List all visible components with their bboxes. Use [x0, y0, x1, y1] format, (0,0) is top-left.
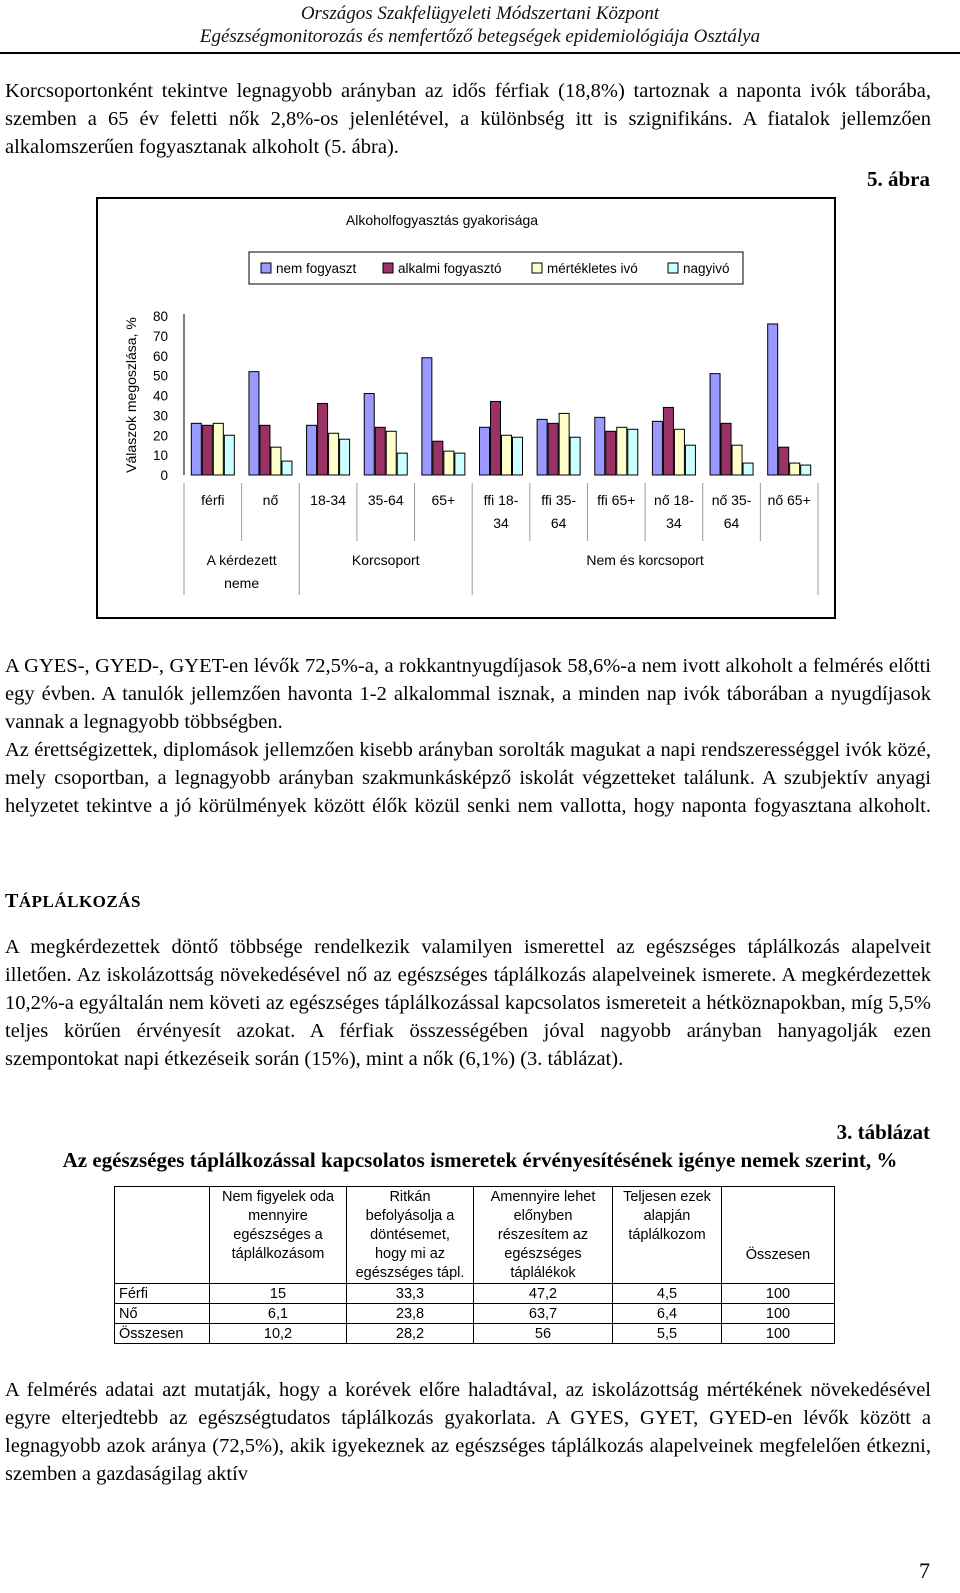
chart-svg: [98, 199, 834, 617]
header-prefer-when-possible: [474, 1187, 613, 1284]
paragraph-2: A GYES-, GYED-, GYET-en lévők 72,5%-a, a rokkantnyugdíjasok 58,6%-a nem ivott alkoholt a felmérés előtti egy évben. A tanulók jellemzően havonta 1-2 alkalommal isznak, a minden nap ivók táborában a nyugdíjasok vannak a legnagyobb többségben.: [5, 655, 931, 733]
group-label: neme: [224, 575, 260, 591]
bar: [595, 417, 605, 475]
table-cell: 28,2: [347, 1324, 474, 1344]
figure-label: 5. ábra: [867, 167, 930, 191]
table-row: [115, 1284, 835, 1304]
table-number: 3. táblázat: [836, 1120, 930, 1144]
table-cell: 10,2: [210, 1324, 347, 1344]
bar: [307, 425, 317, 475]
x-tick-label: ffi 35-: [541, 492, 577, 508]
bar: [663, 407, 673, 475]
paragraph-3: Az érettségizettek, diplomások jellemzően kisebb arányban sorolták magukat a napi rendszerességgel ivók közé, mely csoportban, a legnagyobb arányban szakmunkásképző iskolát végzetteket találunk. A szubjektív anyagi helyzetet tekintve a jó körülmények között élők közül senki nem vallotta, hogy naponta fogyasztana alkoholt.: [5, 739, 931, 817]
header-rarely-influences: [347, 1187, 474, 1284]
x-tick-label: 18-34: [310, 492, 346, 508]
x-tick-label: 64: [723, 515, 740, 531]
x-tick-label: nő 35-: [711, 492, 752, 508]
group-label: Nem és korcsoport: [586, 552, 704, 568]
y-tick-label: 80: [152, 309, 168, 324]
bar: [710, 374, 720, 475]
x-tick-label: 35-64: [367, 492, 404, 508]
bar: [513, 437, 523, 475]
bar: [271, 447, 281, 475]
header-text: táplálkozom: [628, 1227, 706, 1243]
header-text: Amennyire lehet: [490, 1189, 596, 1205]
header-text: hogy mi az: [374, 1246, 446, 1262]
bar: [790, 463, 800, 475]
table-cell: 33,3: [347, 1284, 474, 1304]
y-tick-label: 50: [152, 368, 168, 384]
header-text: alapján: [643, 1208, 691, 1224]
bar: [491, 401, 501, 475]
table-cell: 100: [722, 1324, 835, 1344]
header-text: egészséges tápl.: [355, 1265, 465, 1281]
bar: [732, 445, 742, 475]
bar: [397, 453, 407, 475]
bar: [224, 435, 234, 475]
table-row: [115, 1324, 835, 1344]
header-not-paying-attention: [210, 1187, 347, 1284]
table-cell: 5,5: [613, 1324, 722, 1344]
bar: [364, 394, 374, 475]
row-label: Összesen: [115, 1324, 210, 1344]
x-tick-label: 34: [493, 515, 509, 531]
y-axis-label: Válaszok megoszlása, %: [123, 317, 139, 473]
y-tick-label: 20: [152, 428, 168, 444]
y-tick-label: 30: [152, 408, 168, 424]
bar: [652, 421, 662, 475]
header-text: Összesen: [745, 1247, 811, 1263]
bar: [282, 461, 292, 475]
row-label: Férfi: [115, 1284, 210, 1304]
bar: [721, 423, 731, 475]
table-title: Az egészséges táplálkozással kapcsolatos ismeretek érvényesítésének igénye nemek szerint, %: [62, 1148, 898, 1172]
header-text: előnyben: [513, 1208, 573, 1224]
table-cell: 6,4: [613, 1304, 722, 1324]
bar: [455, 453, 465, 475]
header-text: részesítem az: [497, 1227, 589, 1243]
y-tick-label: 70: [152, 328, 168, 344]
page-number: 7: [919, 1558, 930, 1583]
bar: [249, 372, 259, 475]
bar: [202, 425, 212, 475]
bar: [502, 435, 512, 475]
header-line-1: Országos Szakfelügyeleti Módszertani Központ: [300, 3, 660, 24]
header-text: Teljesen ezek: [623, 1189, 711, 1205]
bar: [617, 427, 627, 475]
x-tick-label: 64: [550, 515, 567, 531]
bar: [318, 403, 328, 475]
table-cell: 56: [474, 1324, 613, 1344]
bar: [433, 441, 443, 475]
bar: [480, 427, 490, 475]
bar: [768, 324, 778, 475]
header-total: [722, 1187, 835, 1284]
bar: [743, 463, 753, 475]
bar: [537, 419, 547, 475]
header-text: táplálékok: [510, 1265, 576, 1281]
paragraph-1: Korcsoportonként tekintve legnagyobb arányban az idős férfiak (18,8%) tartoznak a naponta ivók táborába, szemben a 65 év feletti nők 2,8%-os jelenlétével, a különbség itt is szignifikáns. A fiatalok jellemzően alkalomszerűen fogyasztanak alkoholt (5. ábra).: [5, 80, 931, 158]
legend-label: nagyivó: [683, 261, 730, 276]
alcohol-frequency-chart: [96, 197, 836, 619]
section-title-rest: ÁPLÁLKOZÁS: [18, 892, 141, 911]
bar: [674, 429, 684, 475]
x-tick-label: nő 18-: [654, 492, 694, 508]
group-label: Korcsoport: [351, 552, 420, 568]
bar: [801, 465, 811, 475]
legend-label: mértékletes ivó: [547, 261, 638, 276]
nutrition-table: [114, 1186, 835, 1344]
header-rule: [0, 52, 960, 54]
bar: [191, 423, 201, 475]
paragraph-5: A felmérés adatai azt mutatják, hogy a korévek előre haladtával, az iskolázottság mértékének növekedésével egyre elterjedtebb az egészségtudatos táplálkozás gyakorlata. A GYES, GYET, GYED-en lévők között a legnagyobb azok aránya (72,5%), akik igyekeznek az egészséges táplálkozás alapelveinek megfelelően étkezni, szemben a gazdaságilag aktív: [5, 1379, 931, 1485]
table-corner-cell: [115, 1187, 210, 1284]
legend-swatch: [261, 263, 271, 273]
table-cell: 4,5: [613, 1284, 722, 1304]
bar: [213, 423, 223, 475]
bar: [422, 358, 432, 475]
header-text: befolyásolja a: [365, 1208, 455, 1224]
bar: [375, 427, 385, 475]
header-text: Nem figyelek oda: [221, 1189, 335, 1205]
table-header-row: [115, 1187, 835, 1284]
section-title-initial: T: [5, 890, 19, 912]
x-tick-label: ffi 65+: [597, 492, 636, 508]
group-label: A kérdezett: [206, 552, 277, 568]
bar: [340, 439, 350, 475]
bar: [386, 431, 396, 475]
bar: [548, 423, 558, 475]
bar: [559, 413, 569, 475]
table-cell: 100: [722, 1304, 835, 1324]
header-line-2: Egészségmonitorozás és nemfertőző betegségek epidemiológiája Osztálya: [199, 26, 761, 47]
legend-swatch: [668, 263, 678, 273]
row-label: Nő: [115, 1304, 210, 1324]
x-tick-label: nő 65+: [767, 492, 811, 508]
bar: [685, 445, 695, 475]
bar: [570, 437, 580, 475]
bar: [628, 429, 638, 475]
header-text: mennyire: [248, 1208, 308, 1224]
legend-label: nem fogyaszt: [276, 261, 357, 276]
section-title: [5, 890, 141, 913]
legend-label: alkalmi fogyasztó: [398, 261, 502, 276]
header-text: egészséges: [504, 1246, 582, 1262]
table-cell: 6,1: [210, 1304, 347, 1324]
header-fully-follow: [613, 1187, 722, 1284]
legend-swatch: [532, 263, 542, 273]
bar: [260, 425, 270, 475]
header-text: egészséges a: [233, 1227, 323, 1243]
table-cell: 100: [722, 1284, 835, 1304]
x-tick-label: 65+: [431, 492, 456, 508]
header-text: Ritkán: [389, 1189, 431, 1205]
table-row: [115, 1304, 835, 1324]
y-tick-label: 0: [160, 468, 168, 483]
bar: [444, 451, 454, 475]
x-tick-label: férfi: [201, 492, 225, 508]
table-cell: 47,2: [474, 1284, 613, 1304]
header-text: döntésemet,: [370, 1227, 450, 1243]
table-cell: 15: [210, 1284, 347, 1304]
chart-title: Alkoholfogyasztás gyakorisága: [345, 212, 539, 228]
bar: [606, 431, 616, 475]
bar: [329, 433, 339, 475]
legend-swatch: [383, 263, 393, 273]
table-cell: 23,8: [347, 1304, 474, 1324]
header-text: táplálkozásom: [231, 1246, 325, 1262]
x-tick-label: nő: [262, 492, 279, 508]
paragraph-4: A megkérdezettek döntő többsége rendelkezik valamilyen ismerettel az egészséges táplálkozás alapelveit illetően. Az iskolázottság növekedésével nő az egészséges táplálkozás alapelveinek ismerete. A megkérdezettek 10,2%-a egyáltalán nem követi az egészséges táplálkozással kapcsolatos ismereteit a hétköznapokban, míg 5,5% teljes körűen érvényesít azokat. A férfiak összességében jóval nagyobb arányban hanyagolják ezen szempontokat napi étkezéseik során (15%), mint a nők (6,1%) (3. táblázat).: [5, 936, 931, 1070]
page-header: [0, 2, 960, 48]
y-tick-label: 10: [152, 448, 168, 464]
y-tick-label: 40: [152, 388, 168, 404]
x-tick-label: ffi 18-: [483, 492, 519, 508]
bar: [779, 447, 789, 475]
table-cell: 63,7: [474, 1304, 613, 1324]
x-tick-label: 34: [666, 515, 682, 531]
y-tick-label: 60: [152, 348, 168, 364]
